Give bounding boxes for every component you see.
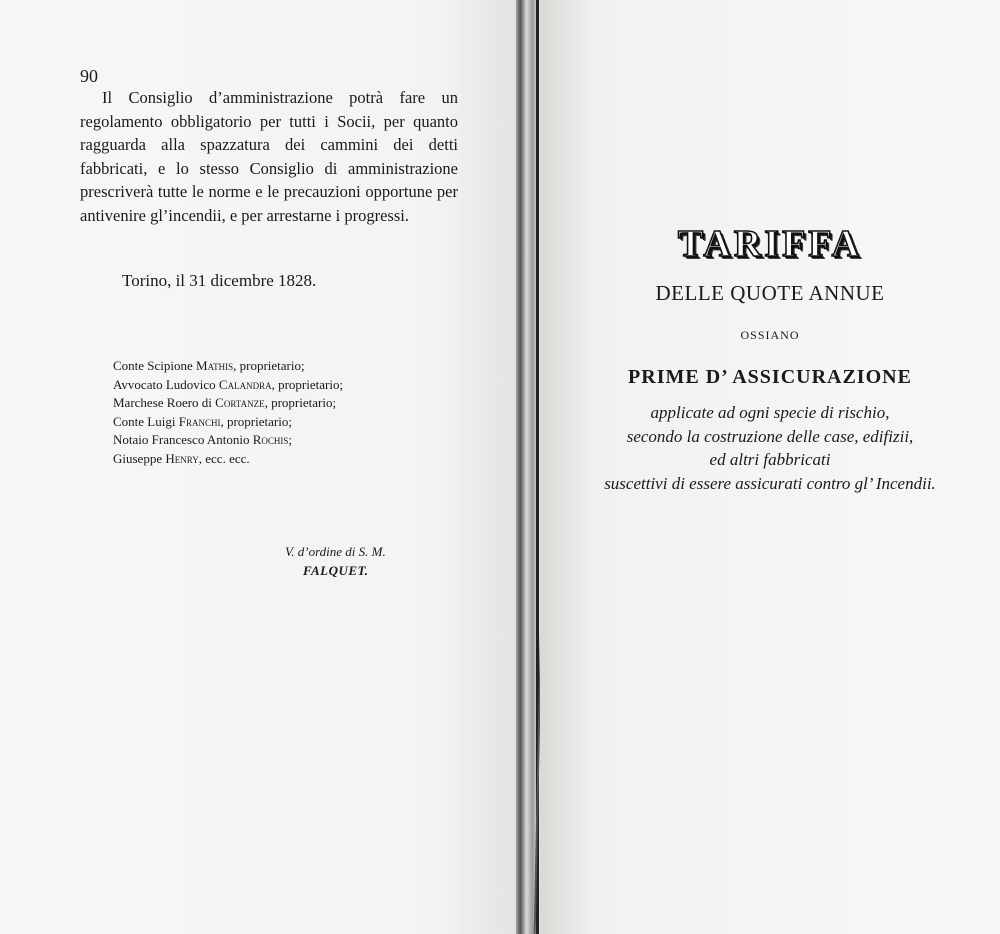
visa-line: V. d’ordine di S. M. (285, 544, 386, 559)
signatories-list (113, 357, 343, 469)
description-line: secondo la costruzione delle case, edifizii, (626, 426, 914, 446)
signatory: Marchese Roero di Cortanze, proprietario; (113, 395, 337, 411)
page-number: 90 (80, 66, 98, 86)
subtitle: DELLE QUOTE ANNUE (655, 281, 885, 305)
signatory: Notaio Francesco Antonio Rochis; (113, 432, 293, 448)
signatory: Avvocato Ludovico Calandra, proprietario; (113, 376, 344, 392)
description (560, 401, 980, 495)
heading: PRIME D’ ASSICURAZIONE (628, 366, 912, 388)
regulation-paragraph (80, 86, 458, 228)
visa-name: FALQUET. (303, 562, 369, 578)
title-tariffa: TARIFFA (677, 223, 863, 265)
description-line: ed altri fabbricati (709, 450, 831, 469)
dateline: Torino, il 31 dicembre 1828. (122, 271, 317, 290)
signatory: Giuseppe Henry, ecc. ecc. (113, 450, 250, 466)
royal-visa (285, 543, 386, 580)
signatory: Conte Luigi Franchi, proprietario; (113, 413, 292, 429)
signatory: Conte Scipione Mathis, proprietario; (113, 358, 305, 373)
connector-word: OSSIANO (740, 328, 800, 342)
description-line: applicate ad ogni specie di rischio, (650, 403, 890, 422)
description-line: suscettivi di essere assicurati contro gl’ Incendii. (604, 473, 936, 493)
paragraph-text: Il Consiglio d’amministrazione potrà fare un regolamento obbligatorio per tutti i Socii, per quanto ragguarda alla spazzatura dei cammini dei detti fabbricati, e lo stesso Consiglio di amministrazione prescriverà tutte le norme e le precauzioni opportune per antivenire gl’incendii, e per arrestarne i progressi. (80, 88, 458, 225)
